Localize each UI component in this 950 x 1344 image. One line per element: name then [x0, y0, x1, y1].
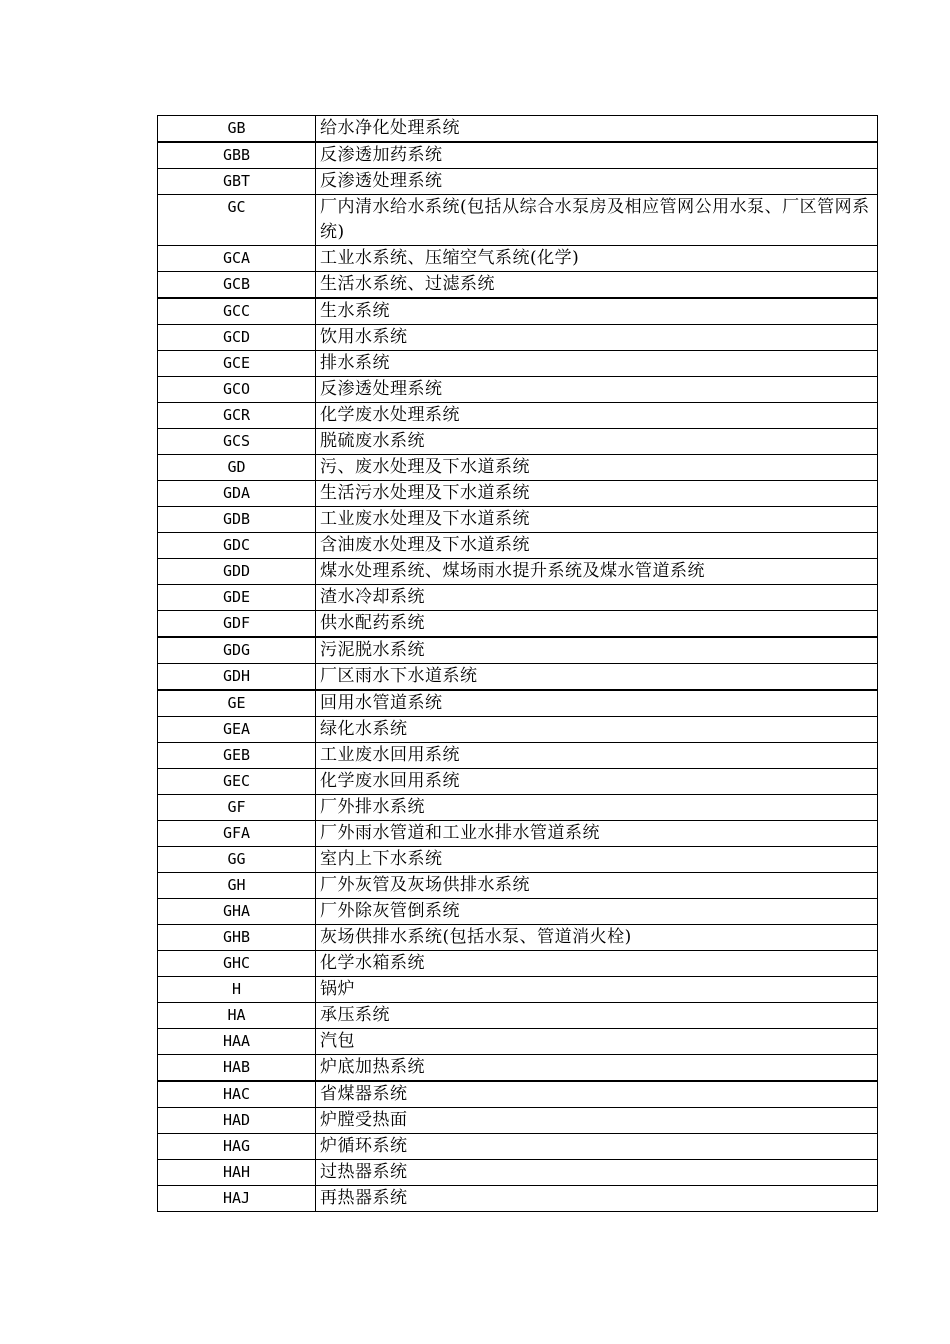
- system-code-cell: GE: [158, 690, 316, 717]
- system-description-cell: 工业水系统、压缩空气系统(化学): [316, 246, 878, 272]
- system-code-cell: GF: [158, 795, 316, 821]
- system-code-cell: GFA: [158, 821, 316, 847]
- system-code-table-body: [158, 116, 878, 1212]
- system-description-cell: 厂内清水给水系统(包括从综合水泵房及相应管网公用水泵、厂区管网系统): [316, 195, 878, 246]
- system-code-cell: GB: [158, 116, 316, 143]
- table-row: [158, 977, 878, 1003]
- table-row: [158, 533, 878, 559]
- table-row: [158, 821, 878, 847]
- system-description-cell: 过热器系统: [316, 1160, 878, 1186]
- system-description-cell: 室内上下水系统: [316, 847, 878, 873]
- system-description-cell: 反渗透处理系统: [316, 377, 878, 403]
- system-code-cell: GCC: [158, 298, 316, 325]
- system-description-cell: 化学水箱系统: [316, 951, 878, 977]
- system-description-cell: 给水净化处理系统: [316, 116, 878, 143]
- system-code-cell: GCE: [158, 351, 316, 377]
- system-code-cell: HAA: [158, 1029, 316, 1055]
- system-description-cell: 厂外雨水管道和工业水排水管道系统: [316, 821, 878, 847]
- table-row: [158, 585, 878, 611]
- table-row: [158, 899, 878, 925]
- system-description-cell: 含油废水处理及下水道系统: [316, 533, 878, 559]
- table-row: [158, 1160, 878, 1186]
- system-description-cell: 炉膛受热面: [316, 1108, 878, 1134]
- table-row: [158, 116, 878, 143]
- system-description-cell: 厂外排水系统: [316, 795, 878, 821]
- system-code-cell: GBT: [158, 169, 316, 195]
- table-row: [158, 142, 878, 169]
- table-row: [158, 1003, 878, 1029]
- system-code-cell: GHB: [158, 925, 316, 951]
- table-row: [158, 1134, 878, 1160]
- system-code-cell: H: [158, 977, 316, 1003]
- table-row: [158, 246, 878, 272]
- system-description-cell: 工业废水处理及下水道系统: [316, 507, 878, 533]
- system-description-cell: 生活水系统、过滤系统: [316, 272, 878, 299]
- system-description-cell: 反渗透处理系统: [316, 169, 878, 195]
- table-row: [158, 717, 878, 743]
- system-code-cell: GCS: [158, 429, 316, 455]
- table-row: [158, 795, 878, 821]
- system-description-cell: 污泥脱水系统: [316, 637, 878, 664]
- table-row: [158, 455, 878, 481]
- system-code-cell: GD: [158, 455, 316, 481]
- table-row: [158, 847, 878, 873]
- table-row: [158, 743, 878, 769]
- system-code-cell: HA: [158, 1003, 316, 1029]
- table-row: [158, 429, 878, 455]
- system-code-cell: GCO: [158, 377, 316, 403]
- table-row: [158, 951, 878, 977]
- table-row: [158, 325, 878, 351]
- system-description-cell: 炉底加热系统: [316, 1055, 878, 1082]
- system-code-cell: HAC: [158, 1081, 316, 1108]
- table-row: [158, 377, 878, 403]
- system-code-cell: GDD: [158, 559, 316, 585]
- system-description-cell: 厂外除灰管倒系统: [316, 899, 878, 925]
- system-code-cell: GEB: [158, 743, 316, 769]
- system-code-cell: GCB: [158, 272, 316, 299]
- table-row: [158, 351, 878, 377]
- system-code-cell: GHA: [158, 899, 316, 925]
- table-row: [158, 272, 878, 299]
- system-code-cell: HAG: [158, 1134, 316, 1160]
- table-row: [158, 403, 878, 429]
- table-row: [158, 1029, 878, 1055]
- table-row: [158, 559, 878, 585]
- system-description-cell: 省煤器系统: [316, 1081, 878, 1108]
- system-description-cell: 工业废水回用系统: [316, 743, 878, 769]
- table-row: [158, 169, 878, 195]
- system-code-cell: GCR: [158, 403, 316, 429]
- system-description-cell: 生水系统: [316, 298, 878, 325]
- system-description-cell: 汽包: [316, 1029, 878, 1055]
- system-description-cell: 煤水处理系统、煤场雨水提升系统及煤水管道系统: [316, 559, 878, 585]
- system-code-cell: GDC: [158, 533, 316, 559]
- system-description-cell: 反渗透加药系统: [316, 142, 878, 169]
- system-code-cell: GBB: [158, 142, 316, 169]
- system-code-cell: HAH: [158, 1160, 316, 1186]
- table-row: [158, 873, 878, 899]
- system-code-cell: GDG: [158, 637, 316, 664]
- system-description-cell: 锅炉: [316, 977, 878, 1003]
- system-code-cell: GH: [158, 873, 316, 899]
- system-code-cell: HAB: [158, 1055, 316, 1082]
- system-description-cell: 化学废水处理系统: [316, 403, 878, 429]
- system-description-cell: 承压系统: [316, 1003, 878, 1029]
- table-row: [158, 769, 878, 795]
- system-description-cell: 绿化水系统: [316, 717, 878, 743]
- table-row: [158, 507, 878, 533]
- system-description-cell: 厂区雨水下水道系统: [316, 664, 878, 691]
- system-code-cell: GDA: [158, 481, 316, 507]
- system-code-cell: HAD: [158, 1108, 316, 1134]
- system-code-cell: GDE: [158, 585, 316, 611]
- system-description-cell: 回用水管道系统: [316, 690, 878, 717]
- table-row: [158, 1081, 878, 1108]
- system-code-cell: GDH: [158, 664, 316, 691]
- table-row: [158, 611, 878, 638]
- system-code-cell: GHC: [158, 951, 316, 977]
- system-code-cell: HAJ: [158, 1186, 316, 1212]
- system-description-cell: 灰场供排水系统(包括水泵、管道消火栓): [316, 925, 878, 951]
- system-code-cell: GEA: [158, 717, 316, 743]
- system-description-cell: 饮用水系统: [316, 325, 878, 351]
- table-row: [158, 637, 878, 664]
- table-row: [158, 298, 878, 325]
- system-description-cell: 炉循环系统: [316, 1134, 878, 1160]
- system-code-cell: GC: [158, 195, 316, 246]
- system-code-cell: GEC: [158, 769, 316, 795]
- table-row: [158, 690, 878, 717]
- system-description-cell: 渣水冷却系统: [316, 585, 878, 611]
- table-row: [158, 481, 878, 507]
- system-code-cell: GDB: [158, 507, 316, 533]
- system-description-cell: 厂外灰管及灰场供排水系统: [316, 873, 878, 899]
- table-row: [158, 1186, 878, 1212]
- system-description-cell: 脱硫废水系统: [316, 429, 878, 455]
- system-code-cell: GCA: [158, 246, 316, 272]
- system-description-cell: 污、废水处理及下水道系统: [316, 455, 878, 481]
- system-description-cell: 化学废水回用系统: [316, 769, 878, 795]
- system-code-cell: GG: [158, 847, 316, 873]
- system-code-table: [157, 115, 878, 1212]
- table-row: [158, 925, 878, 951]
- system-code-cell: GDF: [158, 611, 316, 638]
- system-description-cell: 生活污水处理及下水道系统: [316, 481, 878, 507]
- system-description-cell: 供水配药系统: [316, 611, 878, 638]
- table-row: [158, 1055, 878, 1082]
- system-code-cell: GCD: [158, 325, 316, 351]
- system-description-cell: 排水系统: [316, 351, 878, 377]
- system-description-cell: 再热器系统: [316, 1186, 878, 1212]
- table-row: [158, 1108, 878, 1134]
- table-row: [158, 195, 878, 246]
- table-row: [158, 664, 878, 691]
